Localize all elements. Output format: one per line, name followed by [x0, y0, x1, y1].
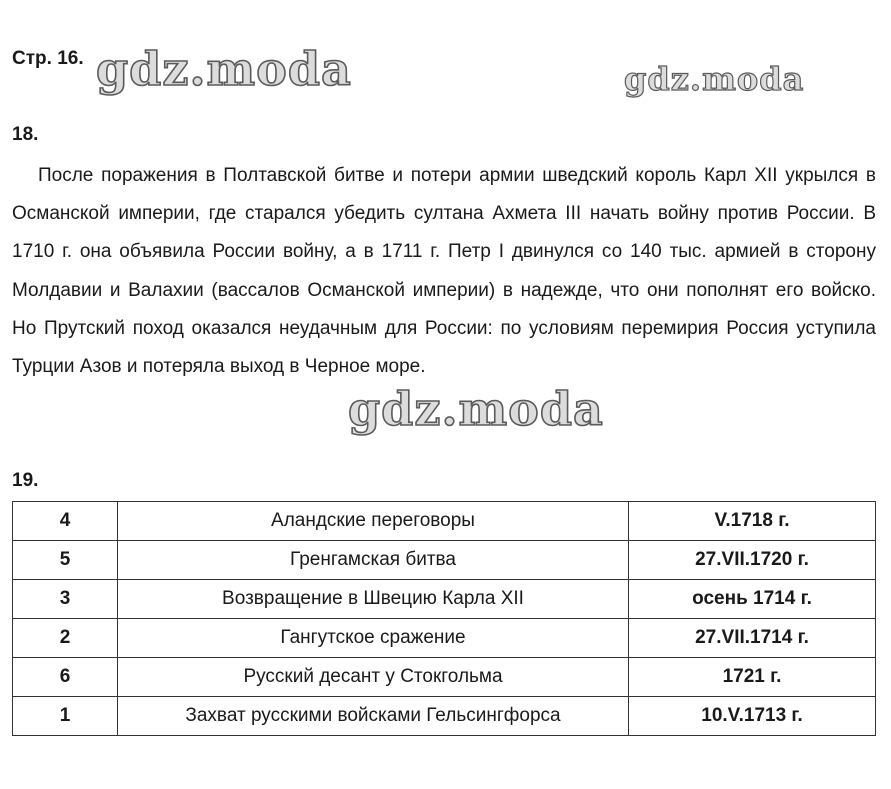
event-cell: Захват русскими войсками Гельсингфорса: [118, 697, 629, 736]
watermark-logo: gdz.moda: [624, 60, 805, 98]
date-cell: 27.VII.1720 г.: [629, 541, 876, 580]
order-number-cell: 3: [13, 580, 118, 619]
event-cell: Гренгамская битва: [118, 541, 629, 580]
order-number-cell: 2: [13, 619, 118, 658]
table-row: [13, 658, 876, 697]
table-row: [13, 619, 876, 658]
order-number-cell: 4: [13, 502, 118, 541]
event-cell: Русский десант у Стокгольма: [118, 658, 629, 697]
event-cell: Возвращение в Швецию Карла XII: [118, 580, 629, 619]
task-19-number: 19.: [12, 470, 39, 491]
date-cell: 1721 г.: [629, 658, 876, 697]
table-row: [13, 580, 876, 619]
order-number-cell: 1: [13, 697, 118, 736]
event-cell: Аландские переговоры: [118, 502, 629, 541]
order-number-cell: 5: [13, 541, 118, 580]
watermark-logo: gdz.moda: [348, 382, 604, 436]
date-cell: 27.VII.1714 г.: [629, 619, 876, 658]
watermark-logo: gdz.moda: [96, 42, 352, 96]
event-cell: Гангутское сражение: [118, 619, 629, 658]
date-cell: V.1718 г.: [629, 502, 876, 541]
order-number-cell: 6: [13, 658, 118, 697]
table-row: [13, 697, 876, 736]
date-cell: 10.V.1713 г.: [629, 697, 876, 736]
events-table: [12, 501, 876, 736]
page-label: Стр. 16.: [12, 48, 84, 69]
date-cell: осень 1714 г.: [629, 580, 876, 619]
task-18-answer-text: После поражения в Полтавской битве и потери армии шведский король Карл XII укрылся в Османской империи, где старался убедить султана Ахмета III начать войну против России. В 1710 г. она объявила России войну, а в 1711 г. Петр I двинулся со 140 тыс. армией в сторону Молдавии и Валахии (вассалов Османской империи) в надежде, что они пополнят его войско. Но Прутский поход оказался неудачным для России: по условиям перемирия Россия уступила Турции Азов и потеряла выход в Черное море.: [12, 165, 876, 378]
table-row: [13, 541, 876, 580]
table-row: [13, 502, 876, 541]
task-18-number: 18.: [12, 124, 39, 145]
